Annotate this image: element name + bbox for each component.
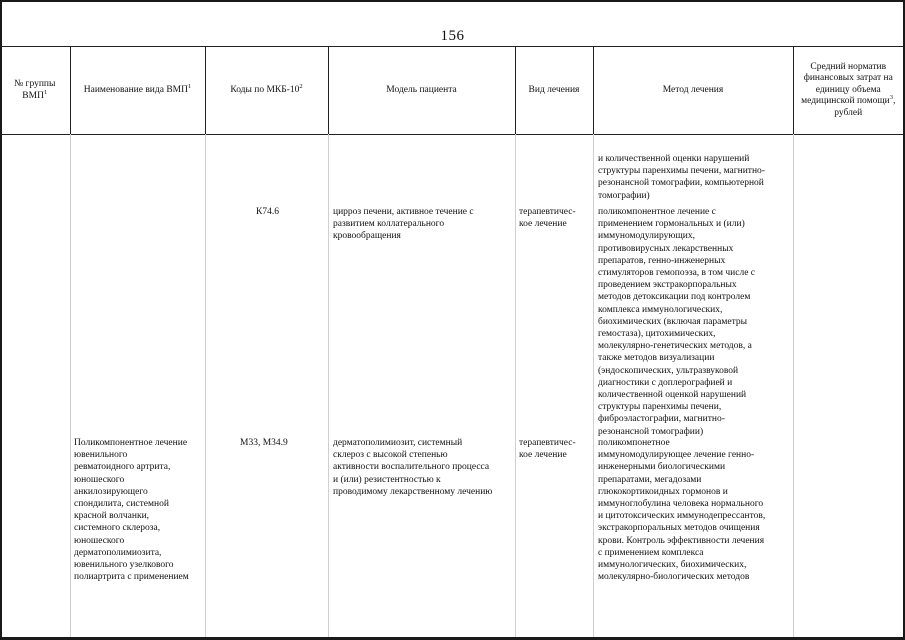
header-patient-model: Модель пациента: [328, 47, 515, 135]
header-group-number: № группы ВМП$^1$: [0, 47, 70, 135]
table-row-1-code: К74.6: [256, 207, 279, 217]
table-row-2-code: М33, М34.9: [240, 438, 288, 448]
table-row-1-method: поликомпонентное лечение с применением гормональных и (или) иммуномодулирующих, противовирусных лекарственных препаратов, генно-инженерных стимуляторов гемопоэза, в том числе с проведением экстракорпоральных методов детоксикации под контролем комплекса иммунологических, биохимических (включая параметры гемостаза), цитохимических, молекулярно-генетических методов, а также методов визуализации (эндоскопических, ультразвуковой диагностики с доплерографией и количественной оценкой нарушений структуры паренхимы печени, фиброэластографии, магнитно- резонансной томографии): [598, 207, 756, 437]
table-row-1-treatment-type: терапевтичес- кое лечение: [519, 207, 576, 230]
column-divider: [205, 134, 206, 637]
table-row-2-method: поликомпонетное иммуномодулирующее лечение генно- инженерными биологическими препаратами, мегадозами глюкокортикоидных гормонов и иммуноглобулина человека нормального и цитотоксических иммунодепрессантов, экстракорпоральных методов очищения крови. Контроль эффективности лечения с применением комплекса иммунологических, биохимических, молекулярно-биологических методов: [598, 438, 766, 583]
column-divider: [593, 134, 594, 637]
column-divider: [70, 134, 71, 637]
table-row-0-method: и количественной оценки нарушений структуры паренхимы печени, магнитно- резонансной томографии, компьютерной томографии): [598, 154, 765, 201]
table-body: [0, 134, 903, 637]
table-row-2-model: дерматополимиозит, системный склероз с высокой степенью активности воспалительного процесса и (или) резистентностью к проводимому лекарственному лечению: [333, 438, 493, 497]
header-average-cost: Средний норматив финансовых затрат на единицу объема медицинской помощи$^3$, рублей: [793, 47, 903, 135]
header-treatment-method: Метод лечения: [593, 47, 793, 135]
header-vmp-name: Наименование вида ВМП$^1$: [70, 47, 205, 135]
column-divider: [793, 134, 794, 637]
page-number: 156: [440, 28, 465, 44]
column-divider: [328, 134, 329, 637]
scan-border-top: [0, 0, 905, 2]
table-header: [0, 46, 903, 135]
column-divider: [515, 134, 516, 637]
header-icd-codes: Коды по МКБ-$10^2$: [205, 47, 328, 135]
table-row-1-model: цирроз печени, активное течение с развитием коллатерального кровообращения: [333, 207, 474, 242]
table-row-2-name: Поликомпонентное лечение ювенильного ревматоидного артрита, юношеского анкилозирующего спондилита, системной красной волчанки, системного склероза, юношеского дерматополимиозита, ювенильного узелкового полиартрита с применением: [74, 438, 189, 583]
table-row-2-treatment-type: терапевтичес- кое лечение: [519, 438, 576, 461]
header-treatment-type: Вид лечения: [515, 47, 593, 135]
